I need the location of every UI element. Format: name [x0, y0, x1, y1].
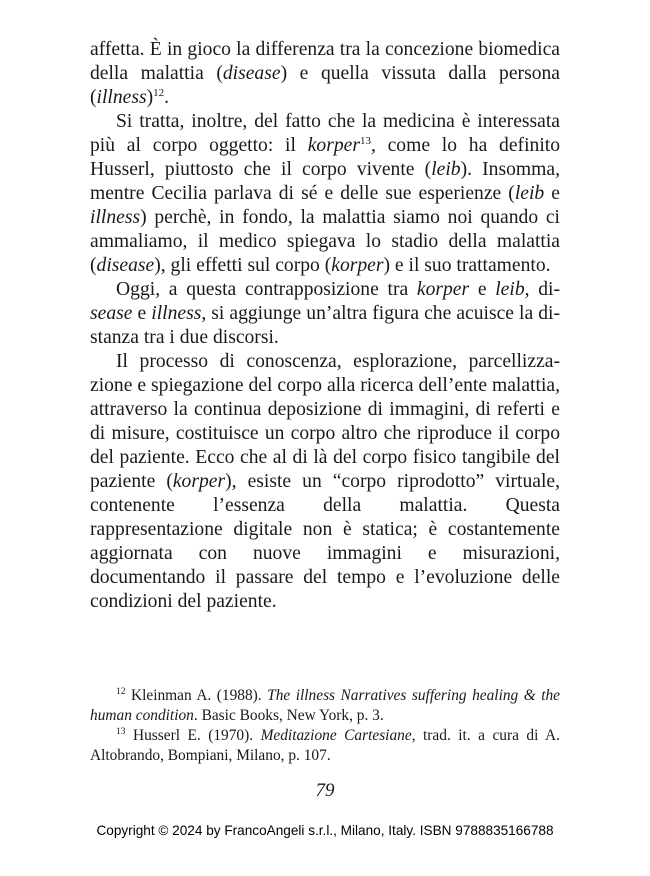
footnote-13	[90, 726, 560, 766]
text: ), esiste un “corpo riprodotto” virtuale, contenente l’essenza della malattia. Questa rappresentazione digitale non è statica; è costantemente aggiornata con nuove immagini e misurazioni, documentando il passare del tempo e l’evoluzione delle condizioni del paziente.	[90, 471, 560, 612]
text: ), gli effetti sul corpo (	[154, 255, 332, 276]
page-number: 79	[315, 780, 335, 801]
text: e	[469, 279, 496, 300]
text: Si tratta, inoltre, del fatto che la medicina è interessata più al corpo oggetto: il	[90, 111, 560, 156]
book-title: Meditazione Cartesiane	[260, 727, 412, 744]
paragraph-3	[90, 278, 560, 350]
italic-term: korper	[416, 279, 470, 300]
italic-term: disease	[96, 255, 155, 276]
text: , di	[524, 279, 560, 300]
italic-term: disease	[222, 63, 281, 84]
italic-term: leib	[514, 183, 545, 204]
paragraph-4	[90, 350, 560, 614]
footnotes	[90, 686, 560, 766]
text: ) e il suo trattamento.	[383, 255, 551, 276]
italic-term: illness	[90, 207, 141, 228]
italic-term: leib	[431, 159, 461, 180]
text: .	[164, 87, 170, 108]
copyright-notice: Copyright © 2024 by FrancoAngeli s.r.l., Milano, Italy. ISBN 9788835166788	[96, 823, 554, 838]
footnote-ref: 12	[153, 87, 165, 99]
footnote-number: 13	[116, 727, 126, 737]
italic-term: korper	[172, 471, 226, 492]
text: Kleinman A. (1988).	[125, 687, 268, 704]
italic-term: illness	[96, 87, 147, 108]
footnote-12	[90, 686, 560, 726]
text: Il processo di conoscenza, esplorazione, parcellizzazione e spiegazione del corpo alla ricerca dell’ente malattia, attraverso la continua deposizione di immagini, di referti e di misure, costituisce un corpo altro che riproduce il corpo del paziente. Ecco che al di là del corpo fisico tangibile del paziente (	[90, 351, 560, 492]
footnote-number: 12	[116, 687, 126, 697]
paragraph-2	[90, 110, 560, 278]
text: ). Insomma, mentre Cecilia parlava di sé e delle sue esperienze (	[90, 159, 560, 204]
italic-term: illness	[151, 303, 202, 324]
text: ) perchè, in fondo, la malattia siamo noi quando ci ammaliamo, il medico spiegava lo stadio della malattia (	[90, 207, 560, 276]
italic-term: leib	[495, 279, 525, 300]
text: Husserl E. (1970).	[125, 727, 261, 744]
text: . Basic Books, New York, p. 3.	[193, 707, 384, 724]
italic-term: sease	[90, 303, 133, 324]
text: affetta. È in gioco la differenza tra la concezione biomedica della malattia (	[90, 39, 560, 84]
text: , si aggiunge un’altra figura che acuisce la distanza tra i due discorsi.	[90, 303, 560, 348]
italic-term: korper	[331, 255, 384, 276]
book-title: The illness Narratives suffering healing & the human condition	[90, 687, 560, 724]
text: ) e quella vissuta dalla persona (	[90, 63, 560, 108]
text: e	[544, 183, 560, 204]
body-text	[90, 38, 560, 614]
text: , come lo ha definito Husserl, piuttosto che il corpo vivente (	[90, 135, 560, 180]
text: )	[146, 87, 154, 108]
text: , trad. it. a cura di A. Altobrando, Bompiani, Milano, p. 107.	[90, 727, 560, 764]
text: Oggi, a questa contrapposizione tra	[116, 279, 417, 300]
text: e	[132, 303, 152, 324]
italic-term: korper	[307, 135, 360, 156]
paragraph-1	[90, 38, 560, 110]
footnote-ref: 13	[359, 135, 371, 147]
